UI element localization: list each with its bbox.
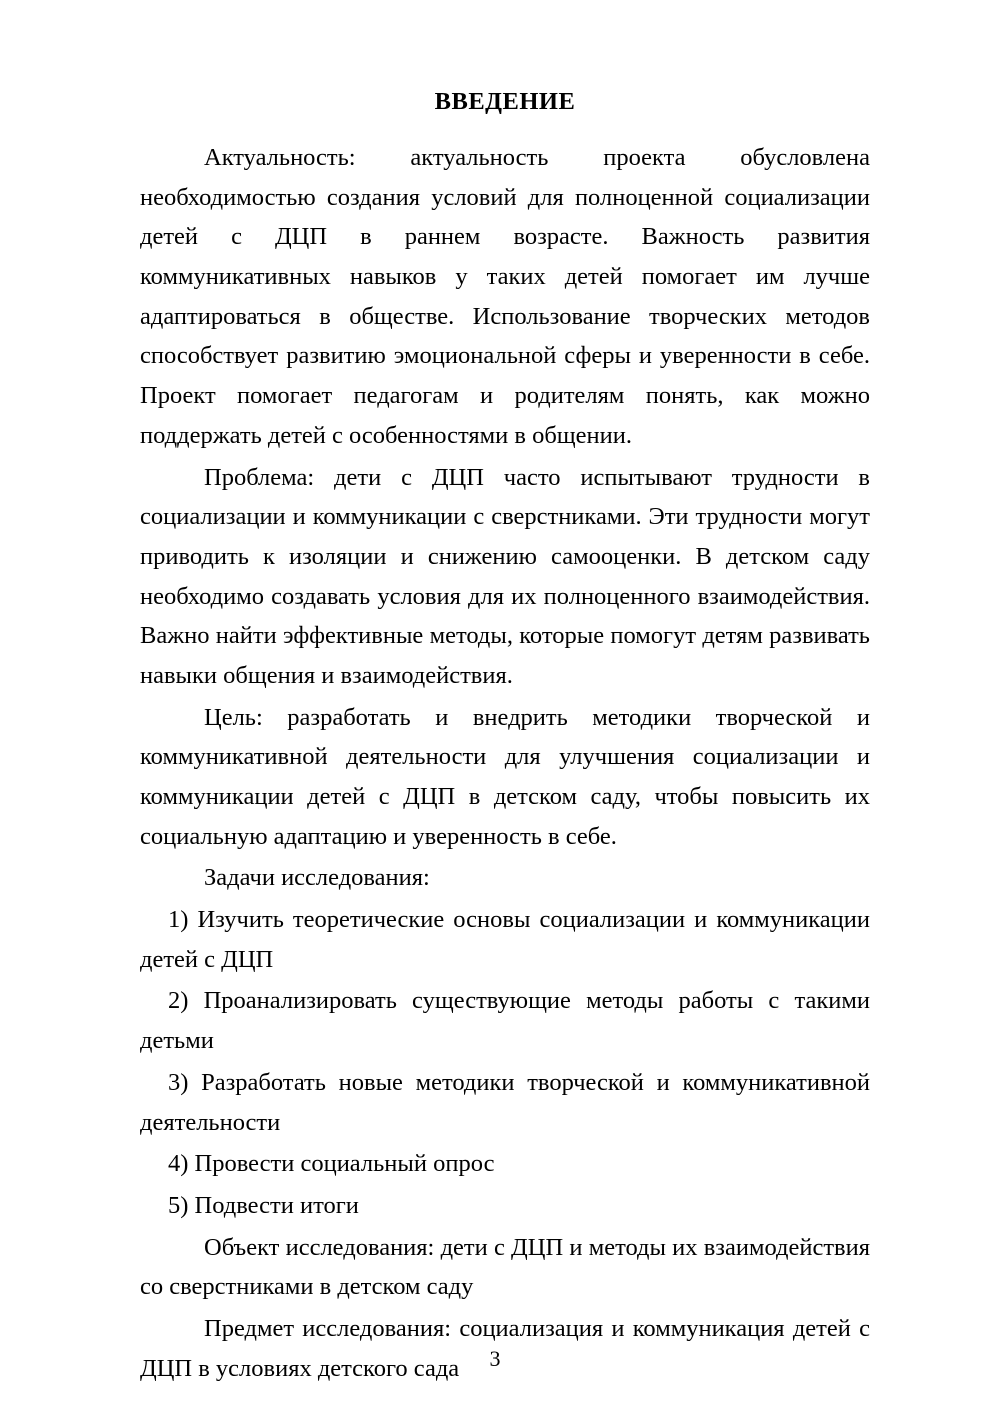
paragraph-object: Объект исследования: дети с ДЦП и методы их взаимодействия со сверстниками в детском саду	[140, 1233, 870, 1301]
page-number: 3	[489, 1346, 501, 1371]
paragraph-problem: Проблема: дети с ДЦП часто испытывают трудности в социализации и коммуникации с сверстниками. Эти трудности могут приводить к изоляции и снижению самооценки. В детском саду необходимо создавать условия для их полноценного взаимодействия. Важно найти эффективные методы, которые помогут детям развивать навыки общения и взаимодействия.	[140, 463, 870, 689]
list-item-task-1: 1) Изучить теоретические основы социализации и коммуникации детей с ДЦП	[140, 906, 870, 973]
paragraph-goal: Цель: разработать и внедрить методики творческой и коммуникативной деятельности для улучшения социализации и коммуникации детей с ДЦП в детском саду, чтобы повысить их социальную адаптацию и уверенность в себе.	[140, 703, 870, 850]
list-item-task-2: 2) Проанализировать существующие методы работы с такими детьми	[140, 987, 870, 1055]
list-item-task-3: 3) Разработать новые методики творческой и коммуникативной деятельности	[140, 1068, 870, 1136]
paragraph-subject: Предмет исследования: социализация и коммуникация детей с ДЦП в условиях детского сада	[140, 1314, 870, 1382]
paragraph-relevance: Актуальность: актуальность проекта обусловлена необходимостью создания условий для полноценной социализации детей с ДЦП в раннем возрасте. Важность развития коммуникативных навыков у таких детей помогает им лучше адаптироваться в обществе. Использование творческих методов способствует развитию эмоциональной сферы и уверенности в себе. Проект помогает педагогам и родителям понять, как можно поддержать детей с особенностями в общении.	[140, 144, 870, 449]
list-item-task-4: 4) Провести социальный опрос	[168, 1150, 495, 1178]
paragraph-tasks-heading: Задачи исследования:	[204, 864, 430, 892]
page-title: ВВЕДЕНИЕ	[434, 88, 576, 115]
list-item-task-5: 5) Подвести итоги	[168, 1191, 359, 1219]
